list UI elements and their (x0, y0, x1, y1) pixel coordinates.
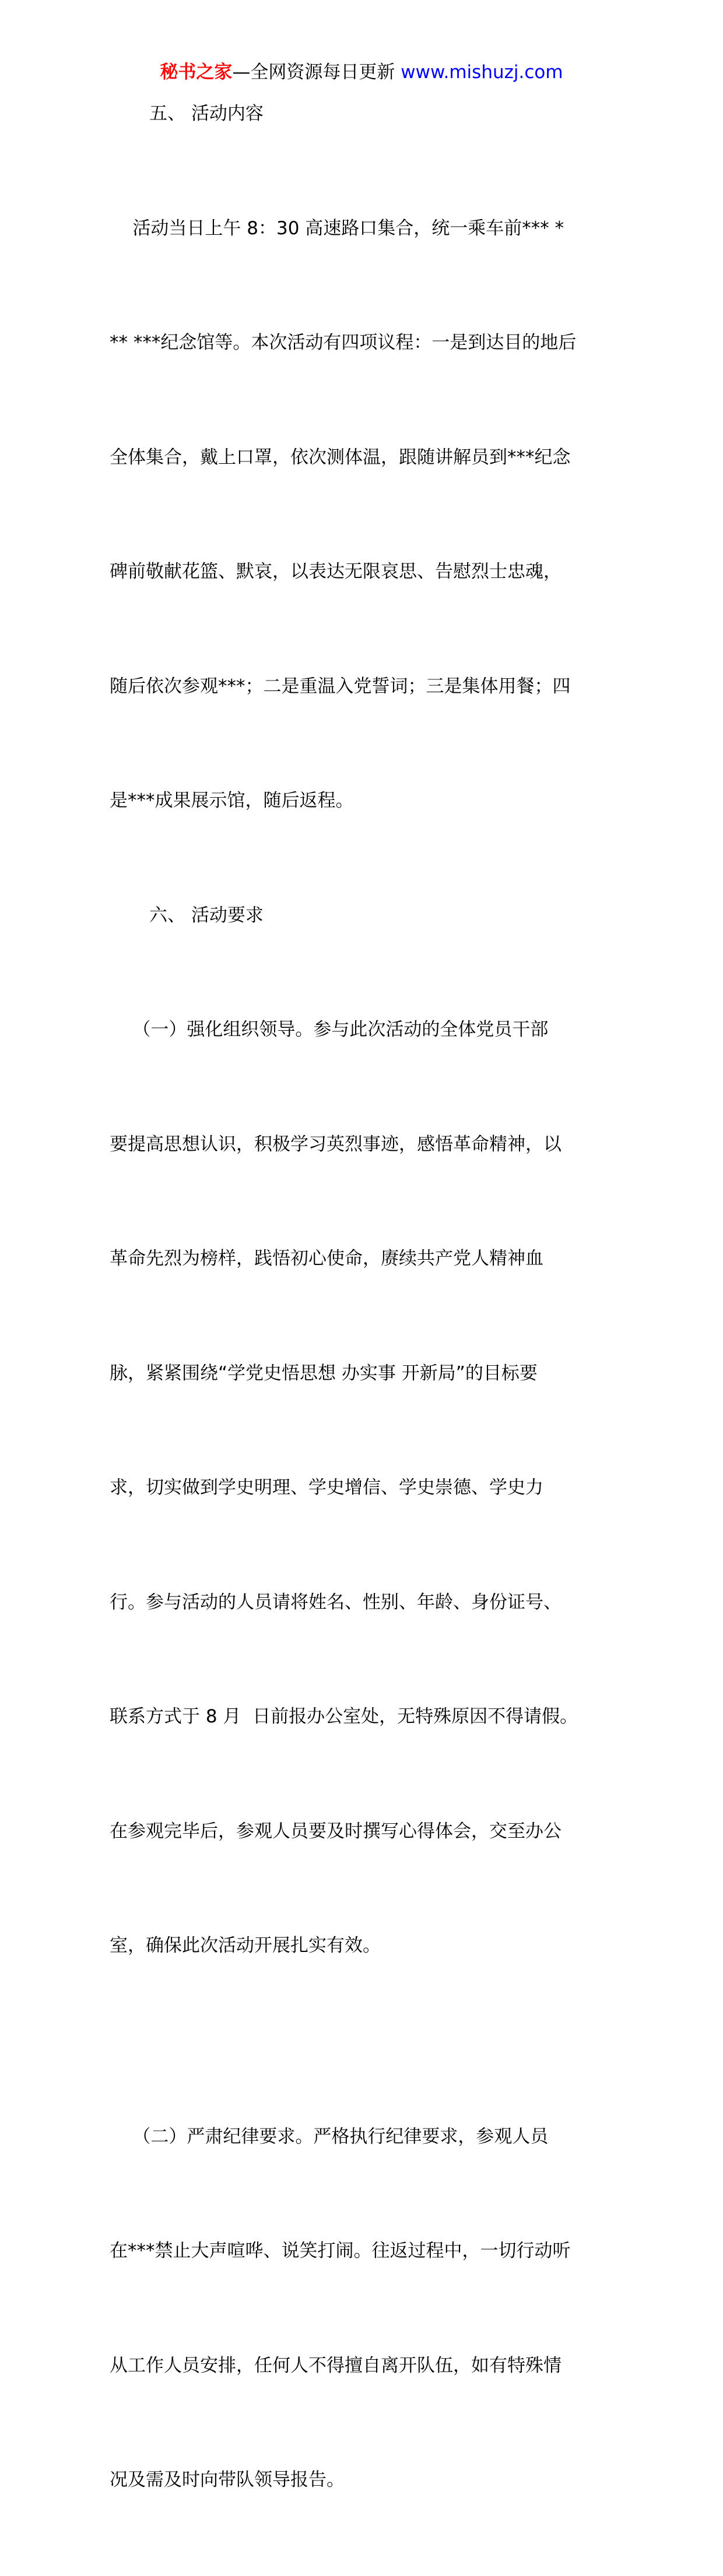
paragraph-line: 联系方式于 8 月 日前报办公室处，无特殊原因不得请假。 (110, 1706, 578, 1727)
paragraph-line: 求，切实做到学史明理、学史增信、学史崇德、学史力 (110, 1477, 543, 1498)
paragraph-line: 在参观完毕后，参观人员要及时撰写心得体会，交至办公 (110, 1820, 561, 1842)
section-5-paragraph (110, 133, 623, 897)
paragraph-line: 随后依次参观***；二是重温入党誓词；三是集体用餐；四 (110, 675, 571, 697)
section-heading-5: 五、 活动内容 (149, 103, 264, 124)
brand-name: 秘书之家 (160, 62, 233, 83)
paragraph-line: 全体集合，戴上口罩，依次测体温，跟随讲解员到***纪念 (110, 446, 571, 468)
paragraph-line: 行。参与活动的人员请将姓名、性别、年龄、身份证号、 (110, 1591, 561, 1613)
paragraph-line: （一）强化组织领导。参与此次活动的全体党员干部 (110, 1019, 549, 1040)
paragraph-line: 况及需及时向带队领导报告。 (110, 2469, 345, 2490)
site-url-link[interactable]: www.mishuzj.com (401, 62, 563, 83)
header-tagline: —全网资源每日更新 (232, 62, 401, 83)
paragraph-line: 从工作人员安排，任何人不得擅自离开队伍，如有特殊情 (110, 2355, 561, 2376)
paragraph-line: ** ***纪念馆等。本次活动有四项议程：一是到达目的地后 (110, 332, 577, 353)
section-heading-6: 六、 活动要求 (149, 904, 264, 926)
paragraph-line: 室，确保此次活动开展扎实有效。 (110, 1935, 381, 1956)
paragraph-line: 碑前敬献花篮、默哀，以表达无限哀思、告慰烈士忠魂， (110, 561, 561, 582)
paragraph-line: 是***成果展示馆，随后返程。 (110, 790, 354, 811)
section-6-paragraph-2 (110, 2042, 623, 2576)
paragraph-line: 活动当日上午 8：30 高速路口集合，统一乘车前*** * (110, 217, 564, 239)
section-6-paragraph-1 (110, 935, 623, 2042)
document-body (110, 95, 623, 2576)
paragraph-line: 革命先烈为榜样，践悟初心使命，赓续共产党人精神血 (110, 1248, 543, 1269)
paragraph-line: （二）严肃纪律要求。严格执行纪律要求，参观人员 (110, 2126, 549, 2147)
paragraph-line: 在***禁止大声喧哗、说笑打闹。往返过程中，一切行动听 (110, 2240, 571, 2261)
paragraph-line: 脉，紧紧围绕“学党史悟思想 办实事 开新局”的目标要 (110, 1362, 538, 1384)
paragraph-line: 要提高思想认识，积极学习英烈事迹，感悟革命精神，以 (110, 1133, 561, 1155)
site-header (0, 59, 723, 85)
